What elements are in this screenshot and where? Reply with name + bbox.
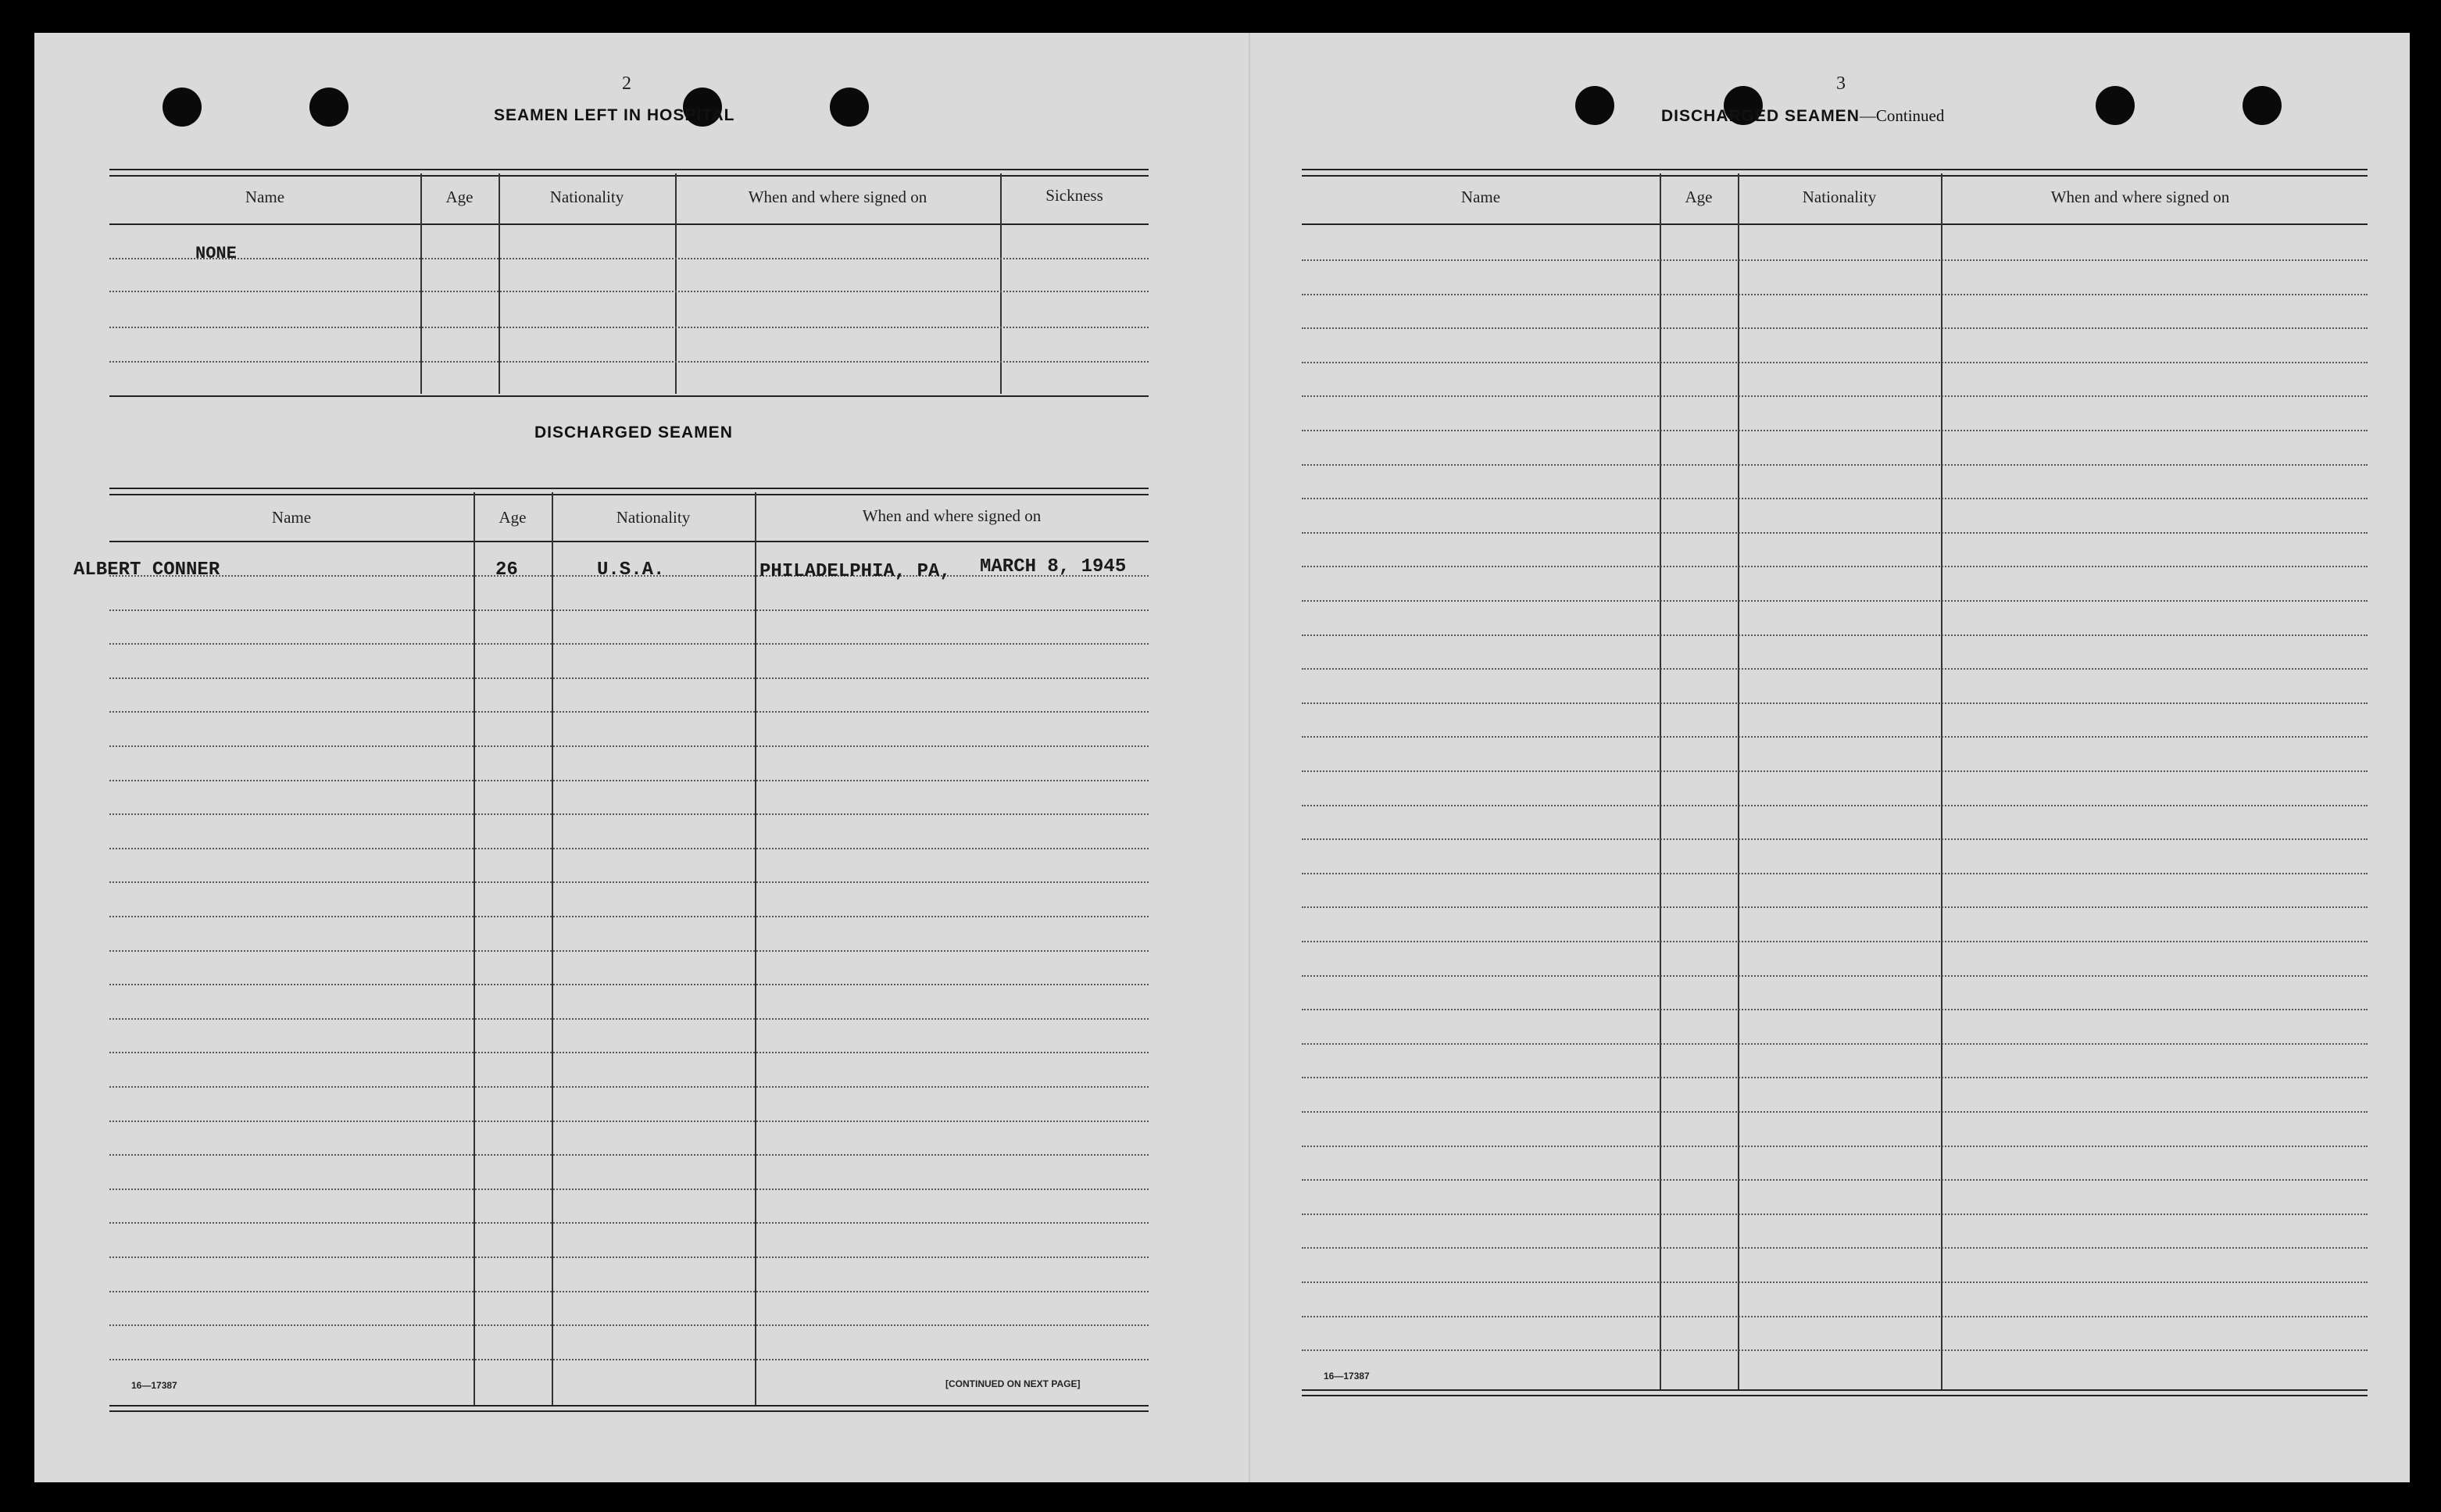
ruling-line: [109, 1189, 1149, 1190]
hospital-table: [109, 138, 1149, 403]
ruling-line: [1302, 498, 2368, 499]
ruling-line: [109, 1222, 1149, 1224]
punch-hole: [2096, 86, 2135, 125]
form-number: 16—17387: [131, 1380, 177, 1391]
col-header-name: Name: [271, 508, 312, 527]
ruling-line: [1302, 1316, 2368, 1317]
page-number: 2: [622, 73, 631, 94]
ruling-line: [109, 609, 1149, 611]
row-nationality: U.S.A.: [597, 559, 665, 581]
col-header-age: Age: [1685, 188, 1713, 206]
ruling-line: [1302, 770, 2368, 772]
ruling-line: [109, 1052, 1149, 1053]
ruling-line: [1302, 805, 2368, 806]
row-age: 26: [495, 559, 518, 581]
ruling-line: [1302, 702, 2368, 704]
punch-hole: [309, 88, 348, 127]
ruling-line: [109, 711, 1149, 713]
ruling-line: [1302, 294, 2368, 295]
discharged-continued-table: [1302, 139, 2368, 1405]
ruling-line: [1302, 1179, 2368, 1181]
ruling-line: [1302, 668, 2368, 670]
ruling-line: [1302, 1349, 2368, 1351]
ruling-line: [1302, 1009, 2368, 1010]
col-header-nationality: Nationality: [549, 188, 624, 206]
form-number: 16—17387: [1324, 1371, 1370, 1382]
ruling-line: [109, 1086, 1149, 1088]
ruling-line: [109, 1291, 1149, 1292]
col-header-name: Name: [1460, 188, 1501, 206]
col-header-age: Age: [445, 188, 474, 206]
col-header-signed-on: When and where signed on: [2050, 188, 2230, 206]
ruling-line: [1302, 906, 2368, 908]
ruling-line: [1302, 464, 2368, 466]
ruling-line: [1302, 430, 2368, 431]
col-header-signed-on: When and where signed on: [748, 188, 927, 206]
ruling-line: [1302, 1111, 2368, 1113]
ruling-line: [1302, 395, 2368, 397]
ruling-line: [109, 1256, 1149, 1258]
hospital-section-title: SEAMEN LEFT IN HOSPITAL: [494, 106, 735, 124]
ruling-line: [1302, 873, 2368, 874]
ruling-line: [109, 1359, 1149, 1360]
ruling-line: [109, 780, 1149, 781]
document-sheet: [34, 33, 2410, 1482]
col-header-name: Name: [245, 188, 285, 206]
ruling-line: [1302, 1247, 2368, 1249]
row-place: PHILADELPHIA, PA,: [759, 561, 951, 582]
ruling-line: [1302, 975, 2368, 977]
ruling-line: [109, 950, 1149, 952]
ruling-line: [1302, 327, 2368, 329]
ruling-line: [1302, 532, 2368, 534]
row-date: MARCH 8, 1945: [980, 556, 1127, 577]
col-header-nationality: Nationality: [616, 508, 691, 527]
ruling-line: [109, 916, 1149, 917]
ruling-line: [109, 881, 1149, 883]
ruling-line: [1302, 736, 2368, 738]
ruling-line: [1302, 1043, 2368, 1045]
ruling-line: [1302, 634, 2368, 636]
ruling-line: [109, 813, 1149, 815]
title-suffix: —Continued: [1859, 106, 1945, 125]
page-number: 3: [1836, 73, 1846, 94]
row-name: ALBERT CONNER: [73, 559, 220, 581]
col-header-nationality: Nationality: [1802, 188, 1877, 206]
punch-hole: [163, 88, 202, 127]
ruling-line: [109, 1324, 1149, 1326]
ruling-line: [109, 848, 1149, 849]
punch-hole: [830, 88, 869, 127]
col-header-age: Age: [499, 508, 527, 527]
ruling-line: [109, 643, 1149, 645]
discharged-continued-title: [1661, 106, 1944, 126]
ruling-line: [1302, 941, 2368, 942]
ruling-line: [109, 1018, 1149, 1020]
ruling-line: [1302, 1214, 2368, 1215]
col-header-sickness: Sickness: [1045, 186, 1103, 205]
continued-note: [CONTINUED ON NEXT PAGE]: [945, 1378, 1081, 1389]
hospital-entry: NONE: [195, 244, 237, 263]
ruling-line: [109, 984, 1149, 985]
discharged-table: [73, 455, 1149, 1408]
ruling-line: [1302, 362, 2368, 363]
ruling-line: [1302, 838, 2368, 840]
ruling-line: [109, 745, 1149, 747]
punch-hole: [1575, 86, 1614, 125]
ruling-line: [1302, 1146, 2368, 1147]
page-gutter: [1249, 33, 1250, 1482]
col-header-signed-on: When and where signed on: [862, 506, 1042, 525]
discharged-section-title: DISCHARGED SEAMEN: [534, 424, 733, 441]
ruling-line: [109, 677, 1149, 679]
ruling-line: [1302, 259, 2368, 261]
ruling-line: [109, 1121, 1149, 1122]
title-main: DISCHARGED SEAMEN: [1661, 107, 1860, 125]
ruling-line: [1302, 1077, 2368, 1078]
ruling-line: [1302, 566, 2368, 567]
ruling-line: [1302, 1281, 2368, 1283]
punch-hole: [2243, 86, 2282, 125]
ruling-line: [1302, 600, 2368, 602]
ruling-line: [109, 1154, 1149, 1156]
